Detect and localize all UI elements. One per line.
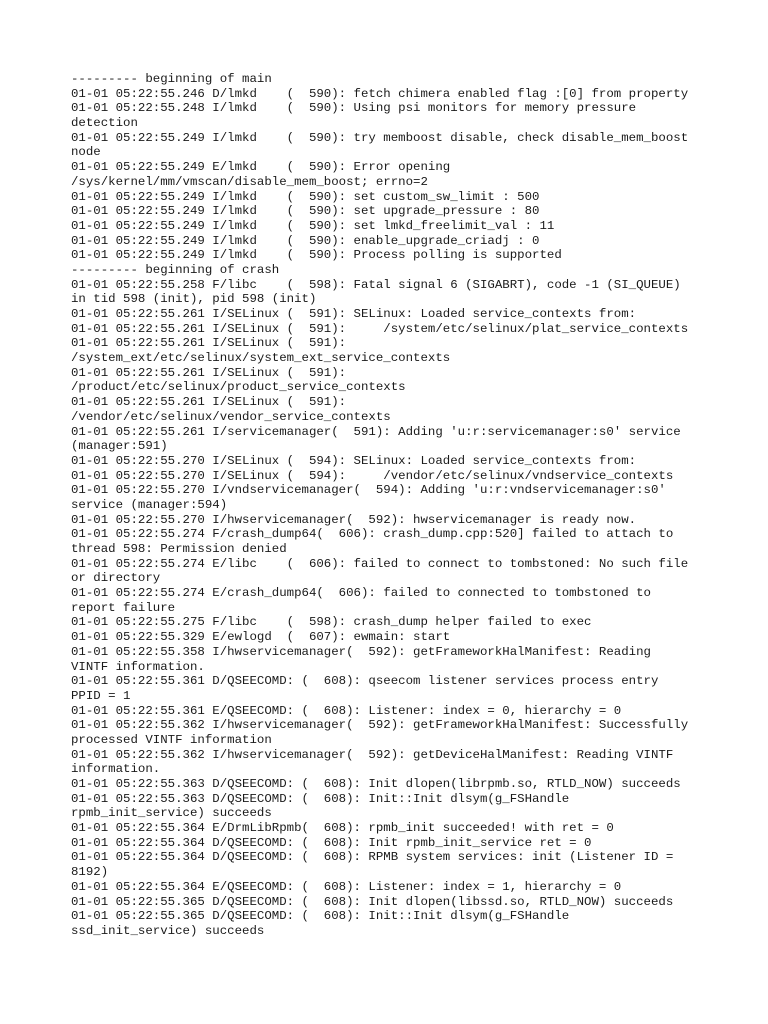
log-line: 01-01 05:22:55.274 F/crash_dump64( 606): crash_dump.cpp:520] failed to attach to [71, 527, 674, 542]
log-line: (manager:591) [71, 439, 168, 454]
log-line: 01-01 05:22:55.274 E/libc ( 606): failed to connect to tombstoned: No such file [71, 556, 689, 571]
log-line: 01-01 05:22:55.362 I/hwservicemanager( 592): getDeviceHalManifest: Reading VINTF [71, 747, 674, 762]
log-line: 01-01 05:22:55.249 I/lmkd ( 590): enable_upgrade_criadj : 0 [71, 233, 540, 248]
log-line: 01-01 05:22:55.248 I/lmkd ( 590): Using psi monitors for memory pressure [71, 101, 637, 116]
log-line: /product/etc/selinux/product_service_contexts [71, 380, 406, 395]
log-line: --------- beginning of main [71, 72, 272, 86]
log-line: /vendor/etc/selinux/vendor_service_contexts [71, 409, 391, 424]
log-line: 01-01 05:22:55.261 I/SELinux ( 591): /system/etc/selinux/plat_service_contexts [71, 321, 689, 336]
log-line: service (manager:594) [71, 497, 228, 512]
log-line: processed VINTF information [71, 732, 272, 747]
log-line: 01-01 05:22:55.249 I/lmkd ( 590): set upgrade_pressure : 80 [71, 204, 540, 219]
log-line: or directory [71, 571, 161, 586]
log-line: PPID = 1 [71, 688, 131, 703]
log-line: 01-01 05:22:55.362 I/hwservicemanager( 592): getFrameworkHalManifest: Successfully [71, 718, 689, 733]
log-line: 01-01 05:22:55.364 D/QSEECOMD: ( 608): RPMB system services: init (Listener ID = [71, 850, 674, 865]
log-line: 01-01 05:22:55.249 I/lmkd ( 590): Process polling is supported [71, 248, 562, 263]
log-line: 01-01 05:22:55.261 I/servicemanager( 591): Adding 'u:r:servicemanager:s0' service [71, 424, 681, 439]
log-line: 01-01 05:22:55.249 E/lmkd ( 590): Error opening [71, 160, 451, 175]
log-line: detection [71, 116, 138, 131]
log-line: 01-01 05:22:55.358 I/hwservicemanager( 592): getFrameworkHalManifest: Reading [71, 644, 651, 659]
log-line: rpmb_init_service) succeeds [71, 806, 272, 821]
log-line: 01-01 05:22:55.261 I/SELinux ( 591): [71, 395, 347, 410]
log-line: 01-01 05:22:55.249 I/lmkd ( 590): try memboost disable, check disable_mem_boost [71, 130, 689, 145]
log-line: 01-01 05:22:55.275 F/libc ( 598): crash_dump helper failed to exec [71, 615, 592, 630]
log-line: 01-01 05:22:55.270 I/vndservicemanager( 594): Adding 'u:r:vndservicemanager:s0' [71, 483, 666, 498]
log-line: 01-01 05:22:55.363 D/QSEECOMD: ( 608): Init dlopen(librpmb.so, RTLD_NOW) succeeds [71, 777, 681, 791]
log-line: information. [71, 762, 161, 777]
log-line: 01-01 05:22:55.261 I/SELinux ( 591): [71, 336, 347, 351]
log-line: 01-01 05:22:55.361 D/QSEECOMD: ( 608): qseecom listener services process entry [71, 674, 659, 689]
log-line: /system_ext/etc/selinux/system_ext_service_contexts [71, 351, 451, 366]
log-line: 01-01 05:22:55.361 E/QSEECOMD: ( 608): Listener: index = 0, hierarchy = 0 [71, 703, 622, 718]
log-line: 01-01 05:22:55.364 D/QSEECOMD: ( 608): Init rpmb_init_service ret = 0 [71, 835, 592, 850]
log-line: 01-01 05:22:55.246 D/lmkd ( 590): fetch chimera enabled flag :[0] from property [71, 86, 689, 101]
log-line: VINTF information. [71, 659, 205, 674]
log-line: report failure [71, 600, 176, 615]
log-line: ssd_init_service) succeeds [71, 923, 265, 938]
log-line: 01-01 05:22:55.249 I/lmkd ( 590): set lmkd_freelimit_val : 11 [71, 218, 555, 233]
log-output [71, 72, 711, 939]
log-line: 01-01 05:22:55.249 I/lmkd ( 590): set custom_sw_limit : 500 [71, 189, 540, 204]
log-line: 01-01 05:22:55.364 E/DrmLibRpmb( 608): rpmb_init succeeded! with ret = 0 [71, 821, 614, 836]
log-line: 01-01 05:22:55.258 F/libc ( 598): Fatal signal 6 (SIGABRT), code -1 (SI_QUEUE) [71, 277, 681, 292]
log-line: in tid 598 (init), pid 598 (init) [71, 292, 317, 307]
log-line: 01-01 05:22:55.270 I/SELinux ( 594): /vendor/etc/selinux/vndservice_contexts [71, 468, 674, 483]
log-line: thread 598: Permission denied [71, 542, 287, 556]
log-line: --------- beginning of crash [71, 262, 280, 277]
log-line: node [71, 145, 101, 160]
log-line: 01-01 05:22:55.270 I/hwservicemanager( 592): hwservicemanager is ready now. [71, 512, 637, 527]
log-line: /sys/kernel/mm/vmscan/disable_mem_boost; errno=2 [71, 174, 428, 189]
log-line: 01-01 05:22:55.261 I/SELinux ( 591): [71, 365, 347, 380]
log-line: 01-01 05:22:55.365 D/QSEECOMD: ( 608): Init::Init dlsym(g_FSHandle [71, 909, 570, 924]
log-line: 01-01 05:22:55.261 I/SELinux ( 591): SELinux: Loaded service_contexts from: [71, 307, 637, 321]
log-line: 01-01 05:22:55.364 E/QSEECOMD: ( 608): Listener: index = 1, hierarchy = 0 [71, 879, 622, 894]
log-line: 01-01 05:22:55.274 E/crash_dump64( 606): failed to connected to tombstoned to [71, 586, 651, 601]
log-line: 01-01 05:22:55.363 D/QSEECOMD: ( 608): Init::Init dlsym(g_FSHandle [71, 791, 570, 806]
log-line: 01-01 05:22:55.329 E/ewlogd ( 607): ewmain: start [71, 630, 451, 645]
log-line: 01-01 05:22:55.270 I/SELinux ( 594): SELinux: Loaded service_contexts from: [71, 453, 637, 468]
log-line: 8192) [71, 865, 109, 880]
log-line: 01-01 05:22:55.365 D/QSEECOMD: ( 608): Init dlopen(libssd.so, RTLD_NOW) succeeds [71, 894, 674, 909]
